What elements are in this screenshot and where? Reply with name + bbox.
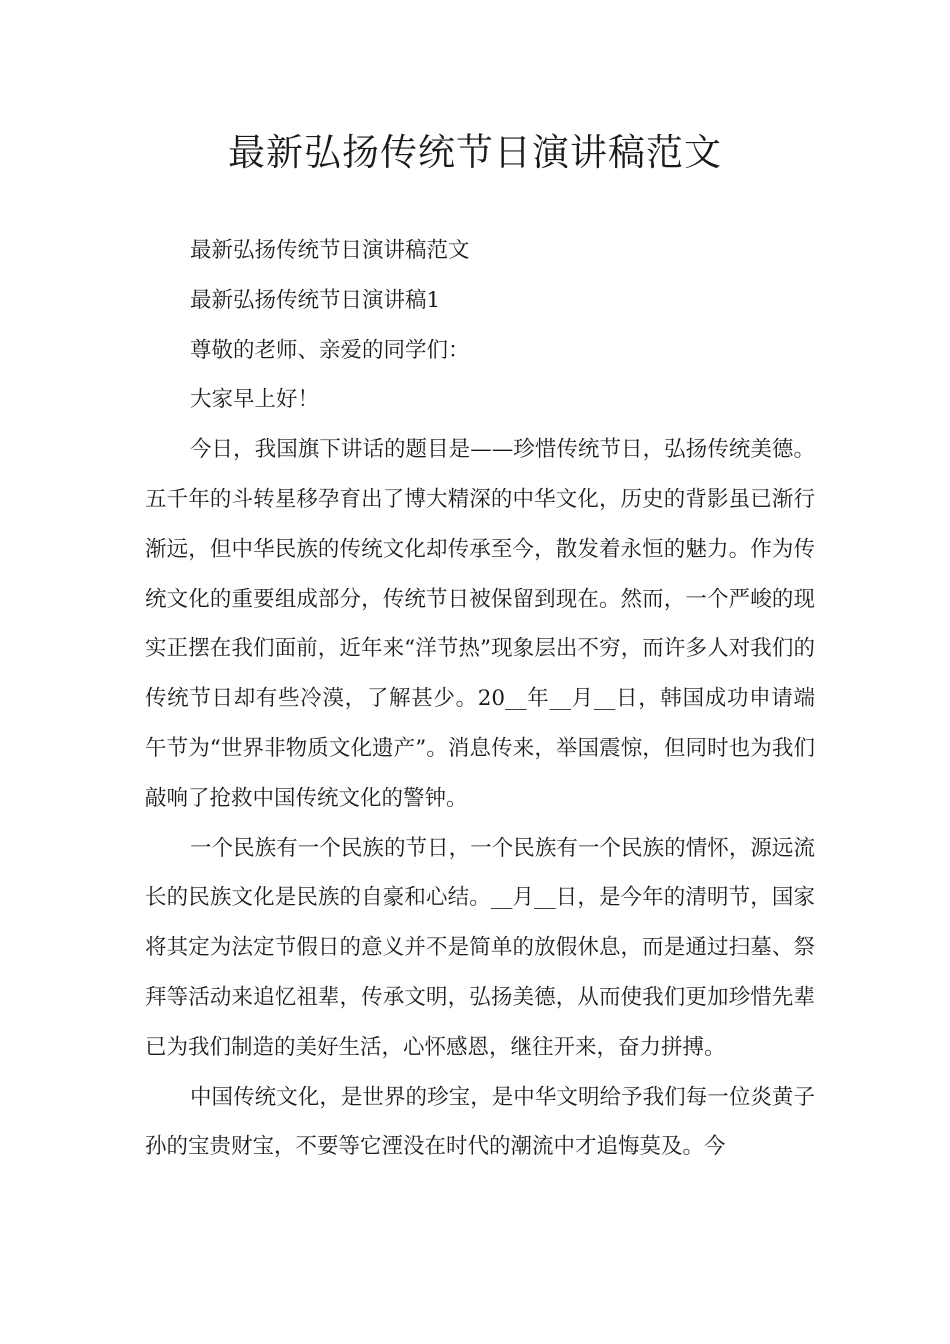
paragraph-body-1: 今日，我国旗下讲话的题目是——珍惜传统节日，弘扬传统美德。五千年的斗转星移孕育出了博大精深的中华文化，历史的背影虽已渐行渐远，但中华民族的传统文化却传承至今，散发着永恒的魅力。作为传统文化的重要组成部分，传统节日被保留到现在。然而，一个严峻的现实正摆在我们面前，近年来“洋节热”现象层出不穷，而许多人对我们的传统节日却有些冷漠，了解甚少。20__年__月__日，韩国成功申请端午节为“世界非物质文化遗产”。消息传来，举国震惊，但同时也为我们敲响了抢救中国传统文化的警钟。	[145, 437, 815, 811]
paragraph-subtitle: 最新弘扬传统节日演讲稿范文	[190, 238, 470, 263]
document-body	[145, 226, 815, 1172]
paragraph-salutation: 尊敬的老师、亲爱的同学们：	[190, 337, 470, 363]
paragraph-body-2: 一个民族有一个民族的节日，一个民族有一个民族的情怀，源远流长的民族文化是民族的自豪和心结。__月__日，是今年的清明节，国家将其定为法定节假日的意义并不是简单的放假休息，而是通过扫墓、祭拜等活动来追忆祖辈，传承文明，弘扬美德，从而使我们更加珍惜先辈已为我们制造的美好生活，心怀感恩，继往开来，奋力拼搏。	[145, 835, 815, 1060]
paragraph-body-3: 中国传统文化，是世界的珍宝，是中华文明给予我们每一位炎黄子孙的宝贵财宝，不要等它湮没在时代的潮流中才追悔莫及。今	[145, 1084, 815, 1160]
paragraph-heading: 最新弘扬传统节日演讲稿1	[190, 287, 441, 313]
paragraph-greeting: 大家早上好！	[190, 387, 320, 413]
document-title: 最新弘扬传统节日演讲稿范文	[228, 131, 722, 174]
